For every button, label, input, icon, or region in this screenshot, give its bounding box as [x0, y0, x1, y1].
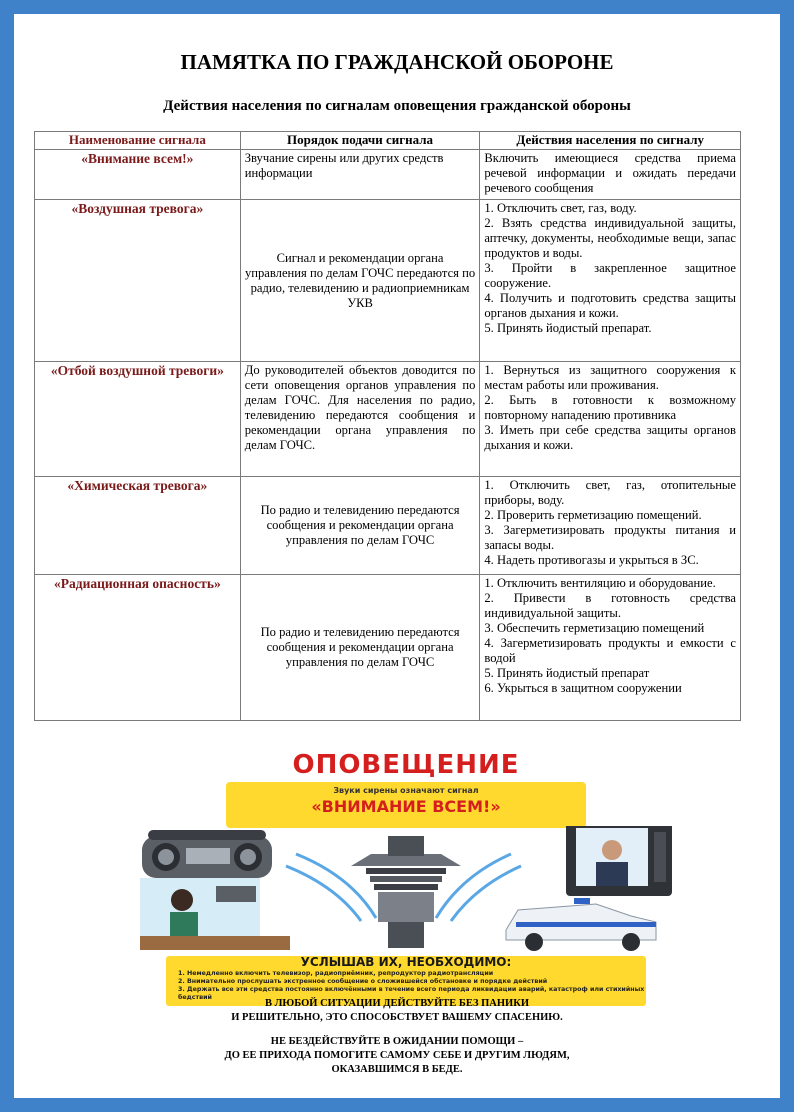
header-signal-name: Наименование сигнала — [35, 132, 241, 150]
poster-heading: ОПОВЕЩЕНИЕ — [292, 750, 520, 780]
action-item: 5. Принять йодистый препарат — [484, 666, 650, 680]
document-title: ПАМЯТКА ПО ГРАЖДАНСКОЙ ОБОРОНЕ — [180, 50, 614, 74]
radio-icon — [142, 830, 272, 878]
action-item: 2. Проверить герметизацию помещений. — [484, 508, 702, 522]
siren-icon — [351, 836, 461, 948]
signal-name: «Отбой воздушной тревоги» — [35, 362, 241, 477]
television-icon — [566, 826, 672, 896]
header-signal-order: Порядок подачи сигнала — [240, 132, 480, 150]
action-item: 4. Получить и подготовить средства защиты органов дыхания и кожи. — [484, 291, 736, 320]
signal-order: По радио и телевидению передаются сообщения и рекомендации органа управления по делам ГОЧС — [240, 575, 480, 721]
header-population-actions: Действия населения по сигналу — [480, 132, 741, 150]
poster-instructions-heading: УСЛЫШАВ ИХ, НЕОБХОДИМО: — [300, 955, 512, 969]
document-sheet — [14, 14, 780, 1098]
poster-instruction-item: 1. Немедленно включить телевизор, радиоприёмник, репродуктор радиотрансляции — [178, 970, 494, 977]
action-item: 3. Пройти в закрепленное защитное сооружение. — [484, 261, 736, 290]
action-item: 1. Вернуться из защитного сооружения к местам работы или проживания. — [484, 363, 736, 392]
table-row — [35, 477, 741, 575]
table-row — [35, 200, 741, 362]
action-item: 3. Загерметизировать продукты питания и запасы воды. — [484, 523, 736, 552]
footer-block-1 — [14, 997, 780, 1025]
signal-name: «Химическая тревога» — [35, 477, 241, 575]
document-subtitle: Действия населения по сигналам оповещения гражданской обороны — [163, 98, 631, 114]
footer-line: НЕ БЕЗДЕЙСТВУЙТЕ В ОЖИДАНИИ ПОМОЩИ – — [270, 1036, 524, 1047]
action-item: 3. Обеспечить герметизацию помещений — [484, 621, 705, 635]
action-item: 2. Быть в готовности к возможному повторному нападению противника — [484, 393, 736, 422]
signal-actions — [480, 200, 741, 362]
footer-line: ОКАЗАВШИМСЯ В БЕДЕ. — [331, 1064, 463, 1075]
signal-name: «Радиационная опасность» — [35, 575, 241, 721]
signal-name: «Внимание всем!» — [35, 150, 241, 200]
action-item: Включить имеющиеся средства приема речевой информации и ожидать передачи речевого сообщения — [484, 151, 736, 195]
poster-instruction-item: 2. Внимательно прослушать экстренное сообщение о сложившейся обстановке и порядке действий — [178, 978, 548, 985]
poster-signal: «ВНИМАНИЕ ВСЕМ!» — [311, 797, 501, 816]
action-item: 5. Принять йодистый препарат. — [484, 321, 652, 335]
footer-line: И РЕШИТЕЛЬНО, ЭТО СПОСОБСТВУЕТ ВАШЕМУ СПАСЕНИЮ. — [231, 1012, 563, 1023]
action-item: 4. Загерметизировать продукты и емкости с водой — [484, 636, 736, 665]
footer-line: ДО ЕЕ ПРИХОДА ПОМОГИТЕ САМОМУ СЕБЕ И ДРУГИМ ЛЮДЯМ, — [224, 1050, 570, 1061]
table-header-row — [35, 132, 741, 150]
table-row — [35, 575, 741, 721]
operator-illustration — [140, 878, 290, 950]
footer-block-2 — [14, 1035, 780, 1077]
alert-poster — [126, 742, 686, 1004]
signal-actions — [480, 150, 741, 200]
poster-instruction-item: 3. Держать все эти средства постоянно включёнными в течение всего периода ликвидации аварий, катастроф или стихийных бедствий — [178, 986, 645, 1001]
signals-table — [34, 131, 741, 721]
action-item: 1. Отключить вентиляцию и оборудование. — [484, 576, 716, 590]
signal-order: Звучание сирены или других средств информации — [240, 150, 480, 200]
poster-subline: Звуки сирены означают сигнал — [333, 786, 479, 795]
action-item: 1. Отключить свет, газ, отопительные приборы, воду. — [484, 478, 736, 507]
signal-order: Сигнал и рекомендации органа управления по делам ГОЧС передаются по радио, телевидению и радиоприемникам УКВ — [240, 200, 480, 362]
action-item: 6. Укрыться в защитном сооружении — [484, 681, 682, 695]
signal-order: По радио и телевидению передаются сообщения и рекомендации органа управления по делам ГОЧС — [240, 477, 480, 575]
signal-actions — [480, 477, 741, 575]
table-row — [35, 362, 741, 477]
police-car-icon — [506, 898, 656, 951]
signal-name: «Воздушная тревога» — [35, 200, 241, 362]
action-item: 2. Привести в готовность средства индивидуальной защиты. — [484, 591, 736, 620]
table-row — [35, 150, 741, 200]
action-item: 2. Взять средства индивидуальной защиты, аптечку, документы, необходимые вещи, запас продуктов и воды. — [484, 216, 736, 260]
poster-illustration — [126, 826, 686, 956]
action-item: 4. Надеть противогазы и укрыться в ЗС. — [484, 553, 699, 567]
signal-actions — [480, 362, 741, 477]
action-item: 1. Отключить свет, газ, воду. — [484, 201, 637, 215]
footer-line: В ЛЮБОЙ СИТУАЦИИ ДЕЙСТВУЙТЕ БЕЗ ПАНИКИ — [264, 998, 529, 1009]
signal-actions — [480, 575, 741, 721]
action-item: 3. Иметь при себе средства защиты органов дыхания и кожи. — [484, 423, 736, 452]
signal-order: До руководителей объектов доводится по сети оповещения органов управления по делам ГОЧС. Для населения по радио, телевидению передаются сообщения и рекомендации органа управления по делам ГОЧС. — [240, 362, 480, 477]
